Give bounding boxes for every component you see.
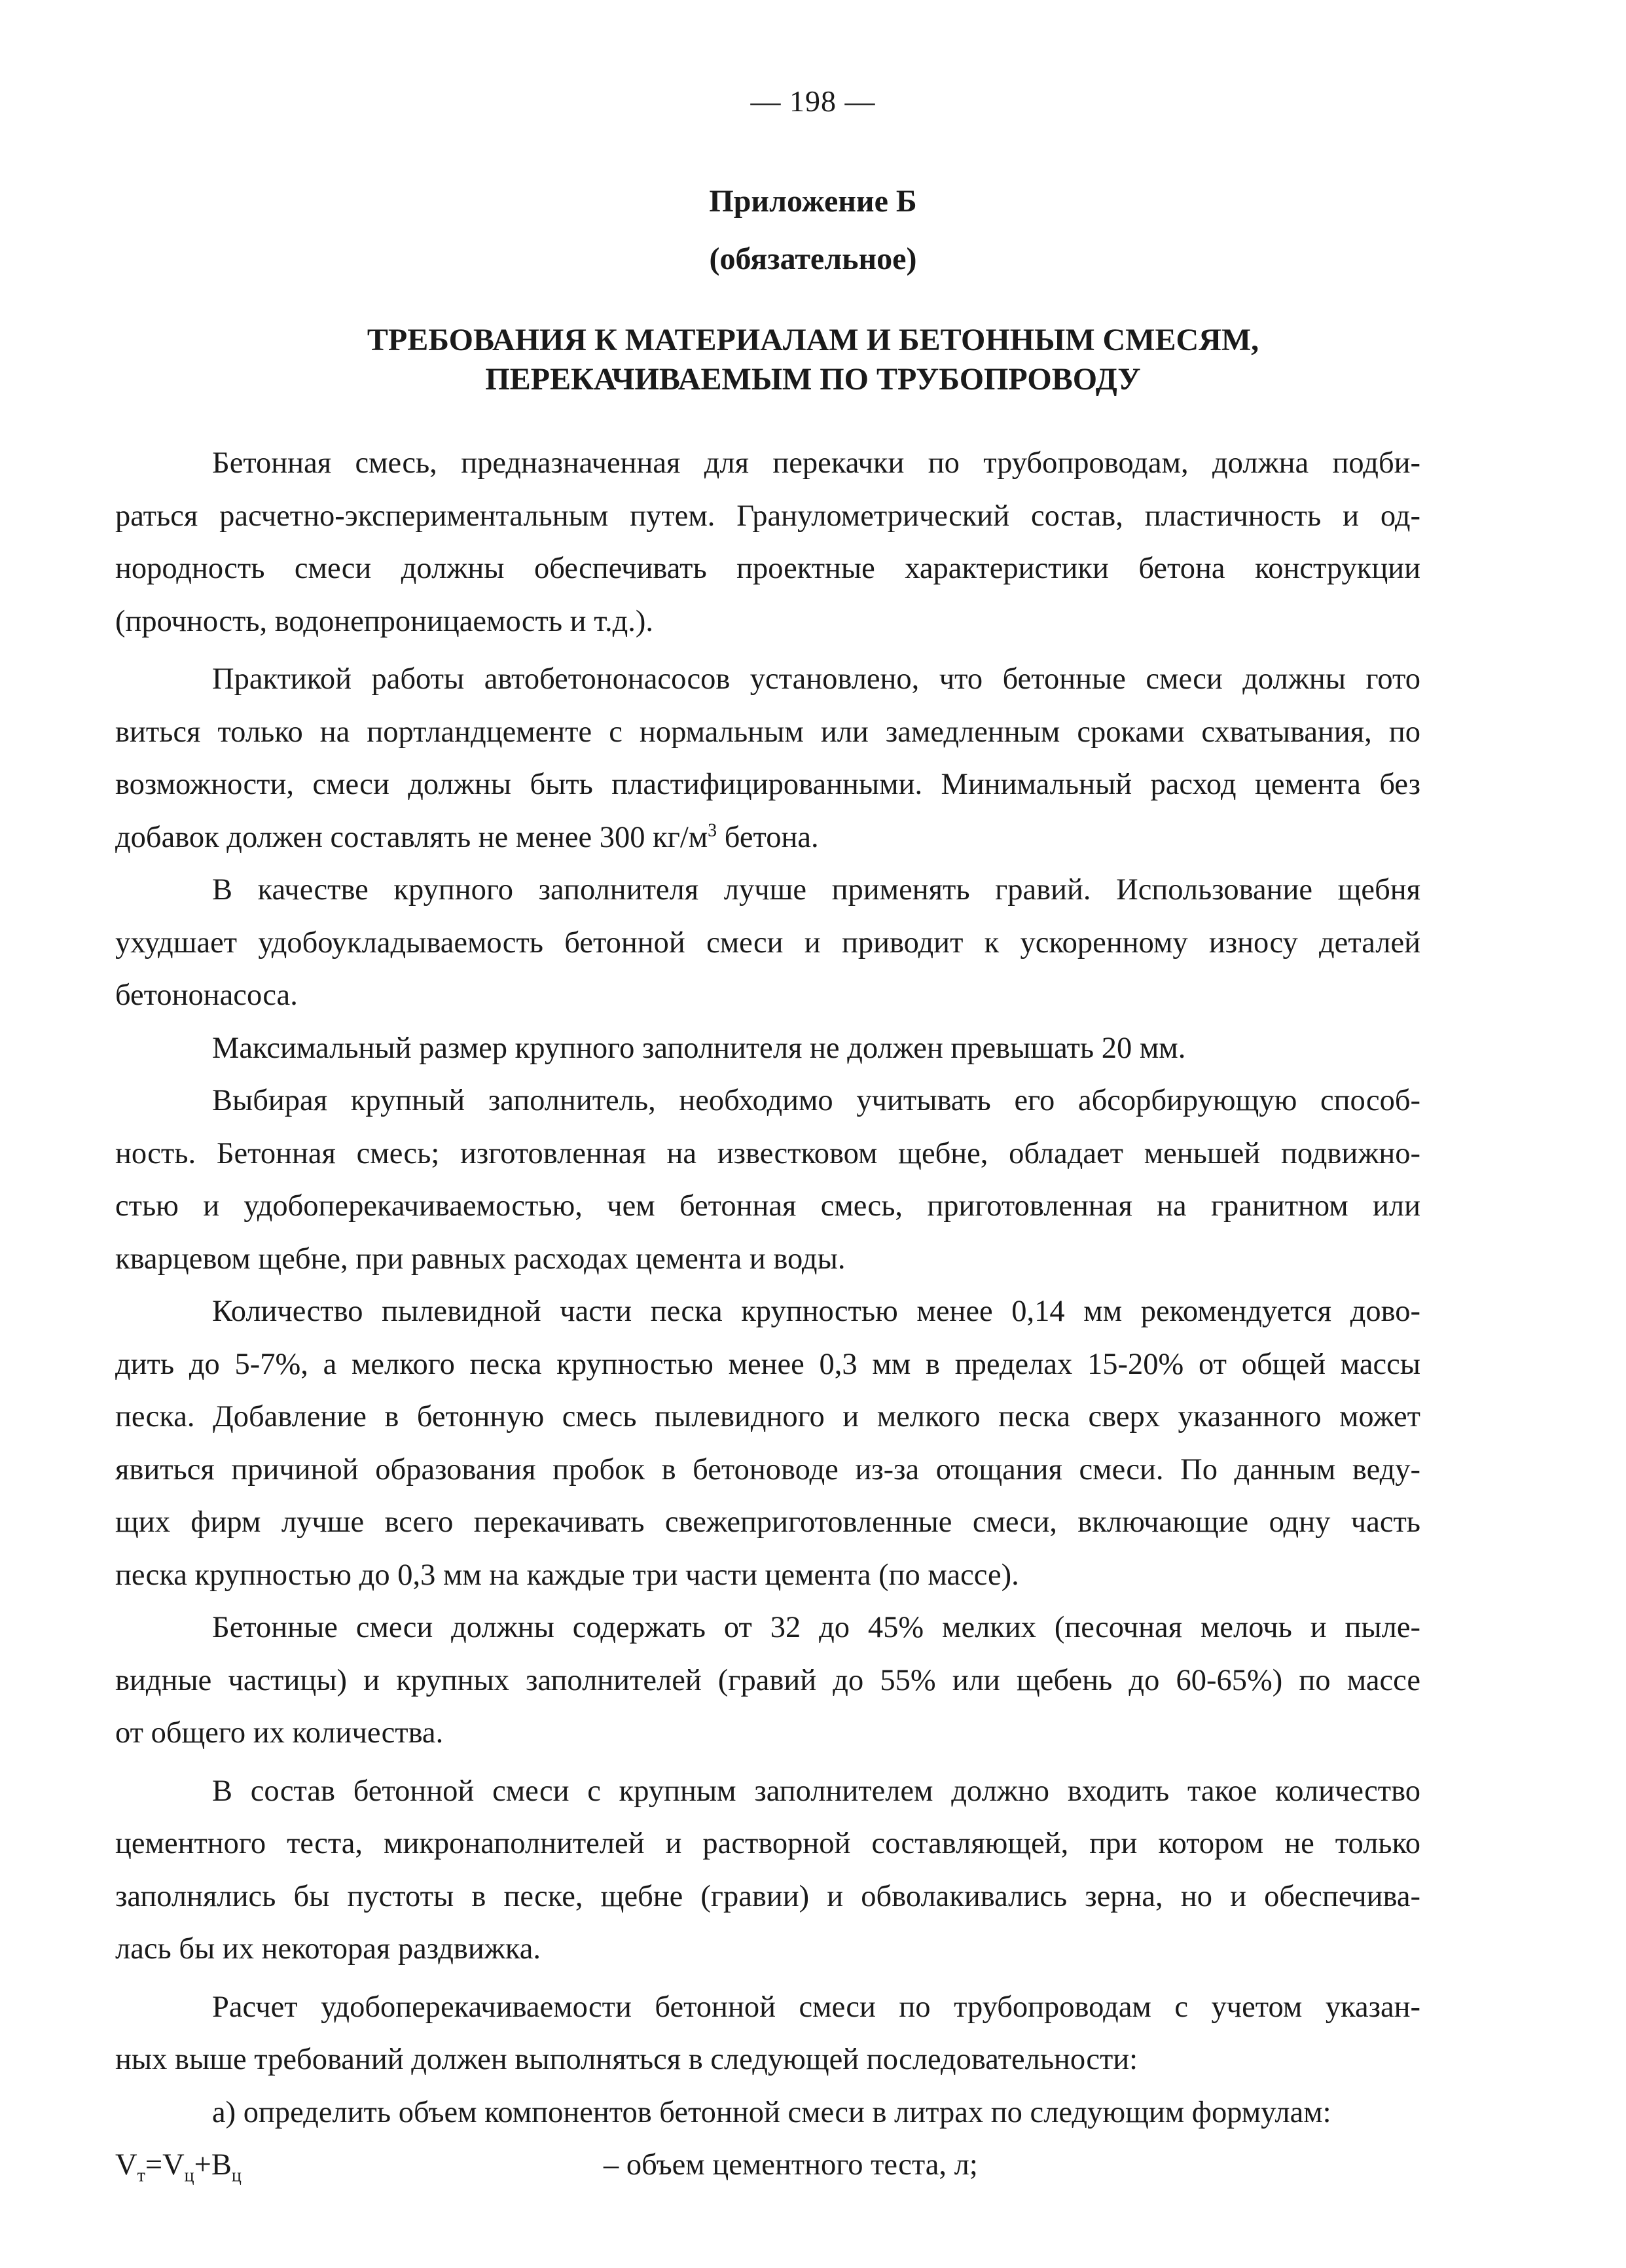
text-line: ность. Бетонная смесь; изготовленная на известковом щебне, обладает меньшей подвижно- xyxy=(115,1136,1420,1170)
text-line: возможности, смеси должны быть пластифицированными. Минимальный расход цемента без xyxy=(115,768,1420,801)
text-segment: добавок должен составлять не менее 300 кг/м xyxy=(115,820,708,854)
text-line: Бетонные смеси должны содержать от 32 до 45% мелких (песочная мелочь и пыле- xyxy=(212,1611,1420,1644)
formula xyxy=(115,2139,242,2192)
text-line xyxy=(115,812,1420,865)
page-number: — 198 — xyxy=(750,84,876,118)
text-line: лась бы их некоторая раздвижка. xyxy=(115,1932,541,1966)
text-line: от общего их количества. xyxy=(115,1716,444,1750)
text-line: Расчет удобоперекачиваемости бетонной смеси по трубопроводам с учетом указан- xyxy=(212,1990,1420,2024)
text-line: видные частицы) и крупных заполнителей (гравий до 55% или щебень до 60-65%) по массе xyxy=(115,1663,1420,1697)
text-line: В состав бетонной смеси с крупным заполнителем должно входить такое количество xyxy=(212,1774,1420,1808)
text-line: Выбирая крупный заполнитель, необходимо учитывать его абсорбирующую способ- xyxy=(212,1084,1420,1117)
heading-line-1: ТРЕБОВАНИЯ К МАТЕРИАЛАМ И БЕТОННЫМ СМЕСЯМ, xyxy=(367,323,1259,357)
formula-subscript: ц xyxy=(184,2165,194,2186)
text-line: Количество пылевидной части песка крупностью менее 0,14 мм рекомендуется дово- xyxy=(212,1295,1420,1328)
formula-symbol: +B xyxy=(194,2148,232,2182)
appendix-subtitle: (обязательное) xyxy=(709,242,917,276)
document-body xyxy=(115,437,1420,2192)
text-line: ных выше требований должен выполняться в следующей последовательности: xyxy=(115,2043,1138,2076)
text-line: стью и удобоперекачиваемостью, чем бетонная смесь, приготовленная на гранитном или xyxy=(115,1189,1420,1223)
paragraph-2 xyxy=(115,653,1420,864)
paragraph-8 xyxy=(115,1765,1420,1976)
paragraph-3 xyxy=(115,864,1420,1022)
text-line: Максимальный размер крупного заполнителя не должен превышать 20 мм. xyxy=(212,1031,1186,1065)
text-line: Практикой работы автобетононасосов установлено, что бетонные смеси должны гото xyxy=(212,662,1420,696)
section-heading xyxy=(196,321,1430,399)
text-line: бетононасоса. xyxy=(115,979,298,1012)
text-line: явиться причиной образования пробок в бетоноводе из-за отощания смеси. По данным веду- xyxy=(115,1452,1420,1486)
text-line: заполнялись бы пустоты в песке, щебне (гравии) и обволакивались зерна, но и обеспечива- xyxy=(115,1879,1420,1913)
paragraph-1 xyxy=(115,437,1420,648)
text-line: песка. Добавление в бетонную смесь пылевидного и мелкого песка сверх указанного может xyxy=(115,1400,1420,1433)
formula-symbol: =V xyxy=(145,2148,185,2182)
text-line: раться расчетно-экспериментальным путем. Гранулометрический состав, пластичность и од- xyxy=(115,499,1420,533)
text-line: дить до 5-7%, а мелкого песка крупностью менее 0,3 мм в пределах 15-20% от общей массы xyxy=(115,1347,1420,1381)
text-line: щих фирм лучше всего перекачивать свежеприготовленные смеси, включающие одну часть xyxy=(115,1505,1420,1539)
text-line: а) определить объем компонентов бетонной смеси в литрах по следующим формулам: xyxy=(212,2095,1331,2129)
formula-subscript: ц xyxy=(231,2165,242,2186)
formula-description: – объем цементного теста, л; xyxy=(604,2148,978,2182)
text-line: (прочность, водонепроницаемость и т.д.). xyxy=(115,604,654,638)
text-line: кварцевом щебне, при равных расходах цемента и воды. xyxy=(115,1242,846,1276)
text-line: виться только на портландцементе с нормальным или замедленным сроками схватывания, по xyxy=(115,715,1420,749)
paragraph-9 xyxy=(115,1981,1420,2087)
text-line: Бетонная смесь, предназначенная для перекачки по трубопроводам, должна подби- xyxy=(212,446,1420,480)
paragraph-5 xyxy=(115,1075,1420,1286)
formula-symbol: V xyxy=(115,2148,137,2182)
text-line: нородность смеси должны обеспечивать проектные характеристики бетона конструкции xyxy=(115,552,1420,585)
formula-subscript: т xyxy=(137,2165,145,2186)
heading-line-2: ПЕРЕКАЧИВАЕМЫМ ПО ТРУБОПРОВОДУ xyxy=(485,362,1141,397)
paragraph-6 xyxy=(115,1286,1420,1602)
appendix-title: Приложение Б xyxy=(709,184,917,219)
superscript: 3 xyxy=(708,820,717,840)
text-line: цементного теста, микронаполнителей и растворной составляющей, при котором не только xyxy=(115,1827,1420,1860)
paragraph-10 xyxy=(115,2087,1420,2140)
text-line: песка крупностью до 0,3 мм на каждые три части цемента (по массе). xyxy=(115,1558,1019,1592)
formula-row xyxy=(115,2139,1420,2192)
text-line: ухудшает удобоукладываемость бетонной смеси и приводит к ускоренному износу деталей xyxy=(115,926,1420,960)
paragraph-7 xyxy=(115,1602,1420,1760)
text-segment: бетона. xyxy=(717,820,819,854)
paragraph-4 xyxy=(115,1022,1420,1075)
text-line: В качестве крупного заполнителя лучше применять гравий. Использование щебня xyxy=(212,873,1420,907)
